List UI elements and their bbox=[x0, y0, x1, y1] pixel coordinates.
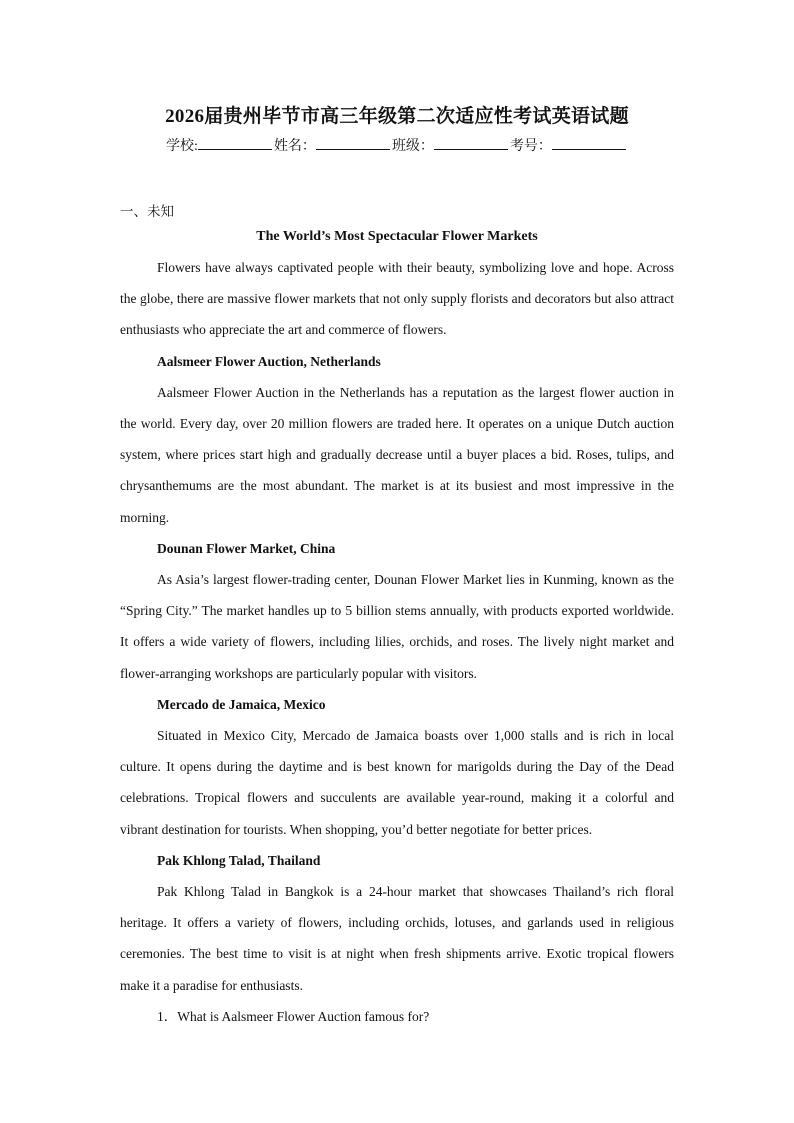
name-blank[interactable] bbox=[316, 136, 390, 150]
class-blank[interactable] bbox=[434, 136, 508, 150]
question-text: What is Aalsmeer Flower Auction famous for? bbox=[177, 1008, 430, 1024]
market-text-pak-khlong: Pak Khlong Talad in Bangkok is a 24-hour market that showcases Thailand’s rich floral heritage. It offers a variety of flowers, including orchids, lotuses, and garlands used in religious ceremonies. The best time to visit is at night when fresh shipments arrive. Exotic tropical flowers make it a paradise for enthusiasts. bbox=[120, 884, 674, 993]
student-info-line bbox=[0, 136, 794, 158]
market-heading-dounan: Dounan Flower Market, China bbox=[157, 540, 336, 556]
exam-title: 2026届贵州毕节市高三年级第二次适应性考试英语试题 bbox=[165, 106, 629, 127]
market-text-dounan: As Asia’s largest flower-trading center, Dounan Flower Market lies in Kunming, known as the “Spring City.” The market handles up to 5 billion stems annually, with products exported worldwide. It offers a wide variety of flowers, including lilies, orchids, and roses. The lively night market and flower-arranging workshops are particularly popular with visitors. bbox=[120, 572, 674, 681]
class-label: 班级： bbox=[391, 139, 434, 154]
article-body bbox=[120, 252, 674, 1032]
market-text-aalsmeer: Aalsmeer Flower Auction in the Netherlands has a reputation as the largest flower auction in the world. Every day, over 20 million flowers are traded here. It operates on a unique Dutch auction system, where prices start high and gradually decrease until a buyer places a bid. Roses, tulips, and chrysanthemums are the most abundant. The market is at its busiest and most impressive in the morning. bbox=[120, 384, 674, 525]
school-blank[interactable] bbox=[198, 136, 272, 150]
exam-number-blank[interactable] bbox=[552, 136, 626, 150]
exam-number-label: 考号： bbox=[509, 139, 552, 154]
article-title: The World’s Most Spectacular Flower Markets bbox=[256, 229, 538, 244]
market-heading-aalsmeer: Aalsmeer Flower Auction, Netherlands bbox=[157, 353, 381, 369]
market-heading-pak-khlong: Pak Khlong Talad, Thailand bbox=[157, 852, 321, 868]
intro-paragraph: Flowers have always captivated people with their beauty, symbolizing love and hope. Across the globe, there are massive flower markets that not only supply florists and decorators but also attract enthusiasts who appreciate the art and commerce of flowers. bbox=[120, 260, 674, 338]
market-heading-jamaica: Mercado de Jamaica, Mexico bbox=[157, 696, 326, 712]
market-text-jamaica: Situated in Mexico City, Mercado de Jamaica boasts over 1,000 stalls and is rich in local culture. It opens during the daytime and is best known for marigolds during the Day of the Dead celebrations. Tropical flowers and succulents are available year-round, making it a colorful and vibrant destination for tourists. When shopping, you’d better negotiate for better prices. bbox=[120, 728, 674, 837]
question-1 bbox=[120, 1001, 674, 1032]
name-label: 姓名： bbox=[273, 139, 316, 154]
section-heading: 一、未知 bbox=[120, 204, 174, 219]
school-label: 学校: bbox=[166, 139, 198, 154]
question-number: 1． bbox=[157, 1008, 178, 1024]
